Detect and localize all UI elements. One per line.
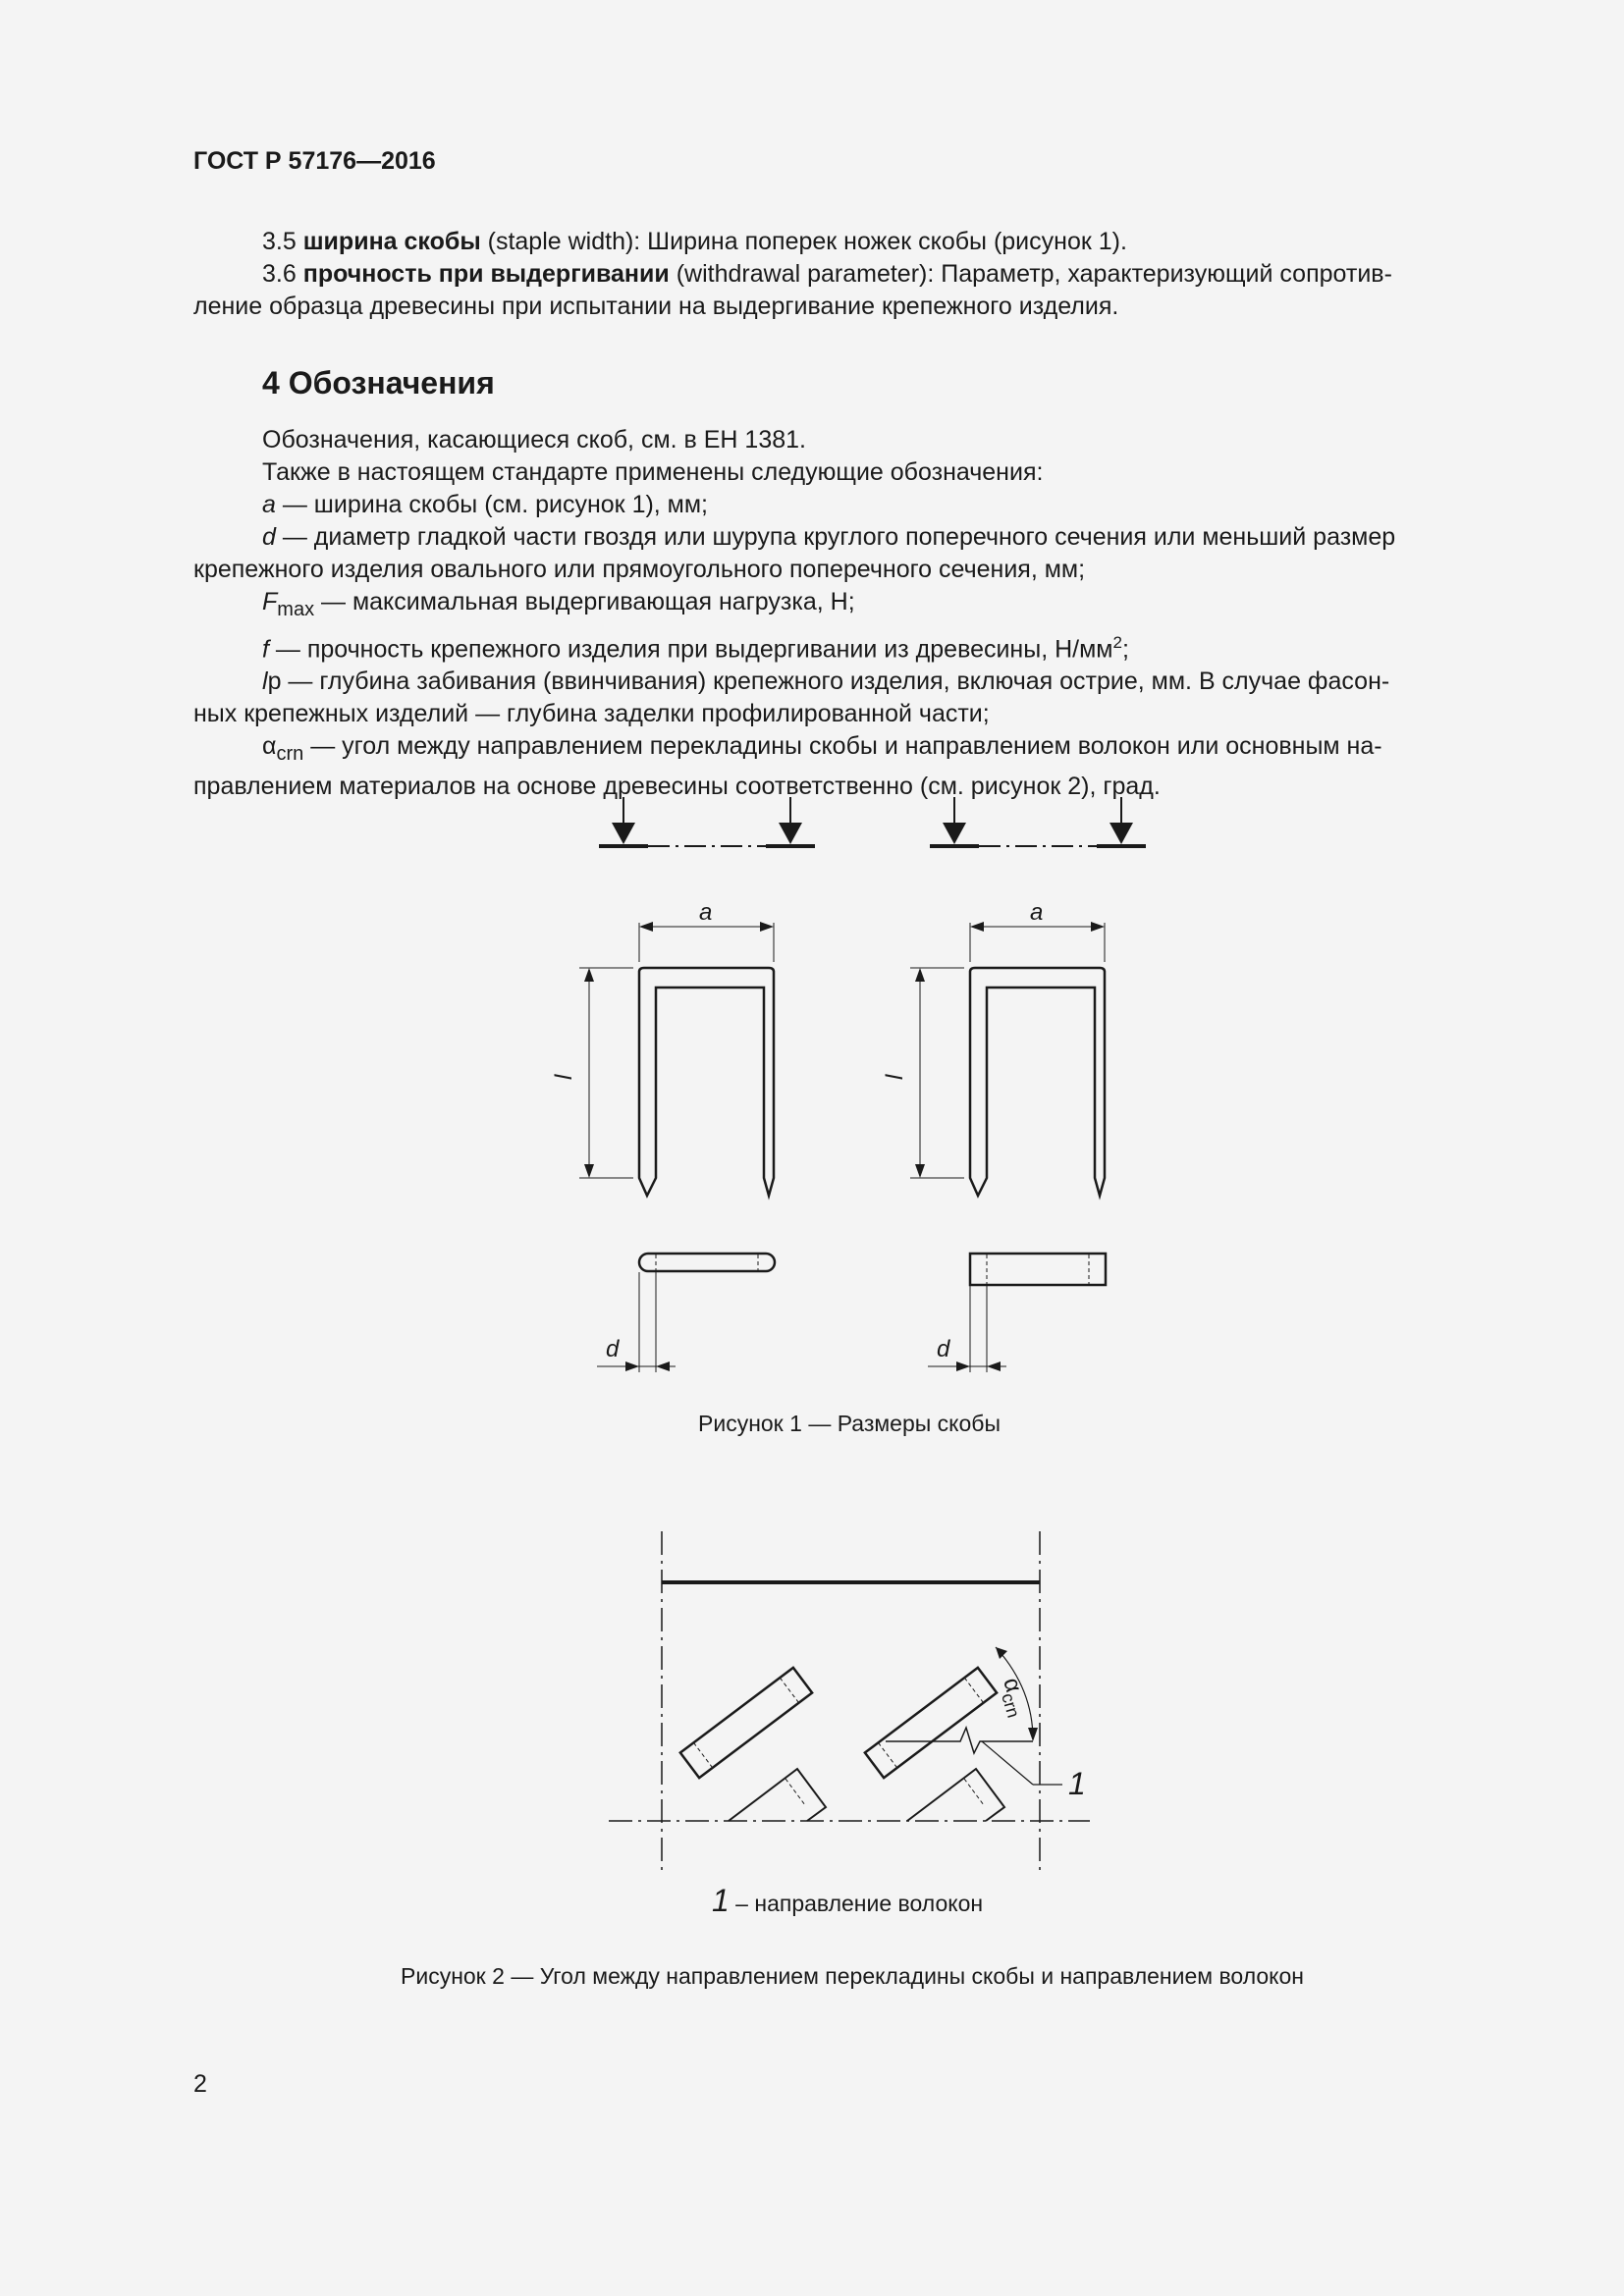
figure-2-caption: Рисунок 2 — Угол между направлением перекладины скобы и направлением волокон <box>401 1963 1304 1989</box>
figure-1-staple-dimensions <box>0 785 1624 1394</box>
dim-l-left: l <box>551 1074 577 1080</box>
symbol-d: d — диаметр гладкой части гвоздя или шурупа круглого поперечного сечения или меньший размер <box>262 523 1396 551</box>
staple-top-view-left <box>597 1254 775 1372</box>
document-header: ГОСТ Р 57176—2016 <box>193 147 436 175</box>
definition-3-5: 3.5 ширина скобы (staple width): Ширина поперек ножек скобы (рисунок 1). <box>262 228 1127 255</box>
symbol-fmax: $F_{max}$ — максимальная выдергивающая нагрузка, Н; <box>262 588 855 620</box>
definition-3-6-cont: ление образца древесины при испытании на выдергивание крепежного изделия. <box>193 293 1119 320</box>
figure-1-caption: Рисунок 1 — Размеры скобы <box>698 1411 1001 1436</box>
dim-d-right: d <box>937 1336 950 1362</box>
symbol-f: f — прочность крепежного изделия при выдергивании из древесины, $Н/мм^2$; <box>262 633 1129 664</box>
dim-a-right: a <box>1030 899 1044 926</box>
term-staple-width: ширина скобы <box>302 228 481 255</box>
dim-d-left: d <box>606 1336 620 1362</box>
dim-l-right: l <box>882 1074 908 1080</box>
section-3-definitions <box>193 226 1507 323</box>
symbol-alpha: $\alpha_{crn}$ — угол между направлением перекладины скобы и направлением волокон или основным на- <box>262 732 1382 766</box>
legend-number: 1 <box>712 1883 730 1918</box>
angle-label: $\alpha_{crn}$ <box>998 1675 1028 1721</box>
staple-front-view-right <box>910 922 1105 1196</box>
staple-bar-1 <box>680 1668 812 1778</box>
section-4-title: 4 Обозначения <box>262 365 495 400</box>
page-number: 2 <box>193 2070 207 2098</box>
definition-3-6: 3.6 прочность при выдергивании (withdrawal parameter): Параметр, характеризующий сопротив- <box>262 260 1392 288</box>
legend-text: – направление волокон <box>729 1891 984 1916</box>
staple-top-view-right <box>928 1254 1106 1372</box>
symbol-lp-cont: ных крепежных изделий — глубина заделки профилированной части; <box>193 700 990 728</box>
symbol-d-cont: крепежного изделия овального или прямоугольного поперечного сечения, мм; <box>193 556 1086 583</box>
symbol-a: a — ширина скобы (см. рисунок 1), мм; <box>262 491 709 518</box>
figure-2-legend <box>712 1883 983 1919</box>
symbol-lp: lp — глубина забивания (ввинчивания) крепежного изделия, включая острие, мм. В случае фасон- <box>262 667 1390 696</box>
symbols-intro-1: Обозначения, касающиеся скоб, см. в ЕН 1381. <box>262 426 806 454</box>
staple-bar-4-partial <box>907 1769 1004 1821</box>
symbols-intro-2: Также в настоящем стандарте применены следующие обозначения: <box>262 458 1044 486</box>
section-4-body <box>193 424 1507 803</box>
load-arrows-right <box>930 797 1146 846</box>
marker-1: 1 <box>1068 1766 1086 1801</box>
term-withdrawal-parameter: прочность при выдергивании <box>302 260 670 288</box>
staple-bar-3-partial <box>729 1769 826 1821</box>
staple-front-view-left <box>579 922 774 1196</box>
staple-bar-2 <box>865 1668 997 1778</box>
load-arrows-left <box>599 797 815 846</box>
symbol-alpha-cont: правлением материалов на основе древесины соответственно (см. рисунок 2), град. <box>193 773 1161 801</box>
dim-a-left: a <box>699 899 713 926</box>
figure-2-staple-angle <box>0 1522 1624 1944</box>
